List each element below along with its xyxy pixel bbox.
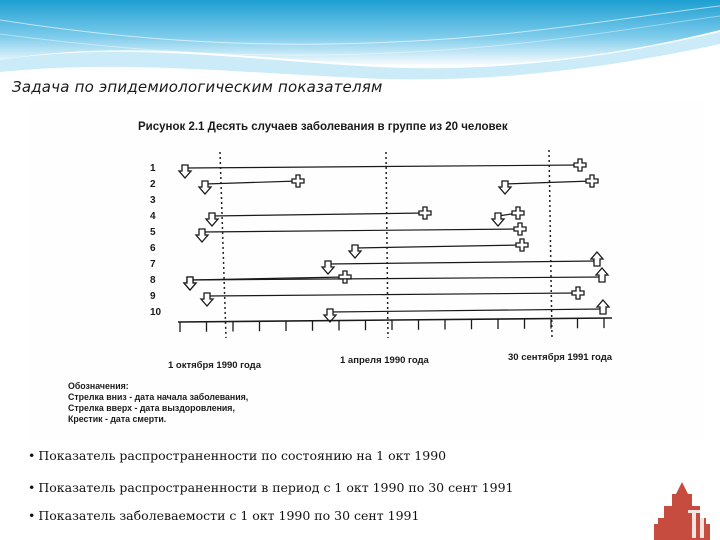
onset-down-arrow-icon bbox=[322, 261, 334, 274]
date-label-sep-1991: 30 сентября 1991 года bbox=[508, 352, 613, 363]
cross-shape bbox=[419, 207, 431, 219]
row-label: 8 bbox=[150, 275, 156, 286]
row-label: 2 bbox=[150, 179, 156, 190]
cross-shape bbox=[292, 175, 304, 187]
case-events bbox=[179, 159, 609, 322]
cross-shape bbox=[514, 223, 526, 235]
death-cross-icon bbox=[512, 207, 524, 219]
death-cross-icon bbox=[292, 175, 304, 187]
arrow-shape bbox=[591, 252, 603, 266]
arrow-shape bbox=[597, 300, 609, 314]
figure-caption: Рисунок 2.1 Десять случаев заболевания в группе из 20 человек bbox=[138, 121, 508, 133]
arrow-shape bbox=[196, 229, 208, 242]
cross-shape bbox=[516, 239, 528, 251]
row-label: 7 bbox=[150, 259, 156, 270]
bullet-text: Показатель распространенности по состоянию на 1 окт 1990 bbox=[38, 448, 447, 463]
row-label: 10 bbox=[150, 307, 162, 318]
case-duration-line bbox=[330, 309, 603, 312]
case-duration-line bbox=[505, 181, 592, 184]
date-label-oct-1990: 1 октября 1990 года bbox=[168, 360, 262, 371]
case-duration-line bbox=[205, 181, 298, 184]
arrow-shape bbox=[206, 213, 218, 226]
cross-shape bbox=[512, 207, 524, 219]
ref-line-oct-1990 bbox=[220, 152, 226, 338]
onset-down-arrow-icon bbox=[196, 229, 208, 242]
row-label: 3 bbox=[150, 195, 156, 206]
recovery-up-arrow-icon bbox=[591, 252, 603, 266]
onset-down-arrow-icon bbox=[499, 181, 511, 194]
onset-down-arrow-icon bbox=[206, 213, 218, 226]
legend bbox=[68, 381, 248, 424]
time-axis bbox=[178, 318, 612, 332]
onset-down-arrow-icon bbox=[349, 245, 361, 258]
university-logo-icon bbox=[652, 482, 720, 540]
bullet-text: Показатель заболеваемости с 1 окт 1990 по 30 сент 1991 bbox=[38, 508, 420, 523]
recovery-up-arrow-icon bbox=[597, 300, 609, 314]
row-label: 1 bbox=[150, 163, 156, 174]
onset-down-arrow-icon bbox=[199, 181, 211, 194]
legend-line-up: Стрелка вверх - дата выздоровления, bbox=[68, 403, 235, 413]
row-label: 4 bbox=[150, 211, 156, 222]
death-cross-icon bbox=[419, 207, 431, 219]
row-label: 6 bbox=[150, 243, 156, 254]
cross-shape bbox=[586, 175, 598, 187]
death-cross-icon bbox=[574, 159, 586, 171]
case-duration-line bbox=[355, 245, 522, 248]
arrow-shape bbox=[596, 268, 608, 282]
cross-shape bbox=[574, 159, 586, 171]
list-item: • Показатель распространенности в период с 1 окт 1990 по 30 сент 1991 bbox=[28, 480, 514, 495]
row-label: 5 bbox=[150, 227, 156, 238]
arrow-shape bbox=[349, 245, 361, 258]
cross-shape bbox=[339, 271, 351, 283]
case-duration-line bbox=[328, 261, 597, 264]
cross-shape bbox=[572, 287, 584, 299]
row-label: 9 bbox=[150, 291, 156, 302]
figure-panel bbox=[30, 100, 705, 440]
arrow-shape bbox=[199, 181, 211, 194]
arrow-shape bbox=[201, 293, 213, 306]
case-duration-line bbox=[202, 229, 520, 232]
case-duration-line bbox=[212, 213, 425, 216]
death-cross-icon bbox=[514, 223, 526, 235]
death-cross-icon bbox=[516, 239, 528, 251]
death-cross-icon bbox=[586, 175, 598, 187]
onset-down-arrow-icon bbox=[179, 165, 191, 178]
ref-line-apr-1990 bbox=[386, 152, 388, 338]
list-item: • Показатель распространенности по состоянию на 1 окт 1990 bbox=[28, 448, 447, 463]
list-item: • Показатель заболеваемости с 1 окт 1990 по 30 сент 1991 bbox=[28, 508, 420, 523]
legend-line-cross: Крестик - дата смерти. bbox=[68, 414, 167, 424]
legend-line-down: Стрелка вниз - дата начала заболевания, bbox=[68, 392, 249, 402]
recovery-up-arrow-icon bbox=[596, 268, 608, 282]
slide-title: Задача по эпидемиологическим показателям bbox=[12, 78, 383, 96]
arrow-shape bbox=[499, 181, 511, 194]
time-axis-ticks bbox=[180, 318, 604, 332]
death-cross-icon bbox=[339, 271, 351, 283]
arrow-shape bbox=[322, 261, 334, 274]
case-duration-line bbox=[207, 293, 578, 296]
row-labels bbox=[150, 163, 162, 318]
arrow-shape bbox=[179, 165, 191, 178]
arrow-shape bbox=[184, 277, 196, 290]
time-axis-line bbox=[178, 318, 612, 322]
legend-heading: Обозначения: bbox=[68, 381, 129, 391]
death-cross-icon bbox=[572, 287, 584, 299]
case-duration-line bbox=[185, 165, 580, 168]
onset-down-arrow-icon bbox=[201, 293, 213, 306]
bullet-text: Показатель распространенности в период с 1 окт 1990 по 30 сент 1991 bbox=[38, 480, 514, 495]
case-timeline-diagram bbox=[30, 100, 705, 440]
date-label-apr-1990: 1 апреля 1990 года bbox=[340, 355, 429, 366]
onset-down-arrow-icon bbox=[184, 277, 196, 290]
